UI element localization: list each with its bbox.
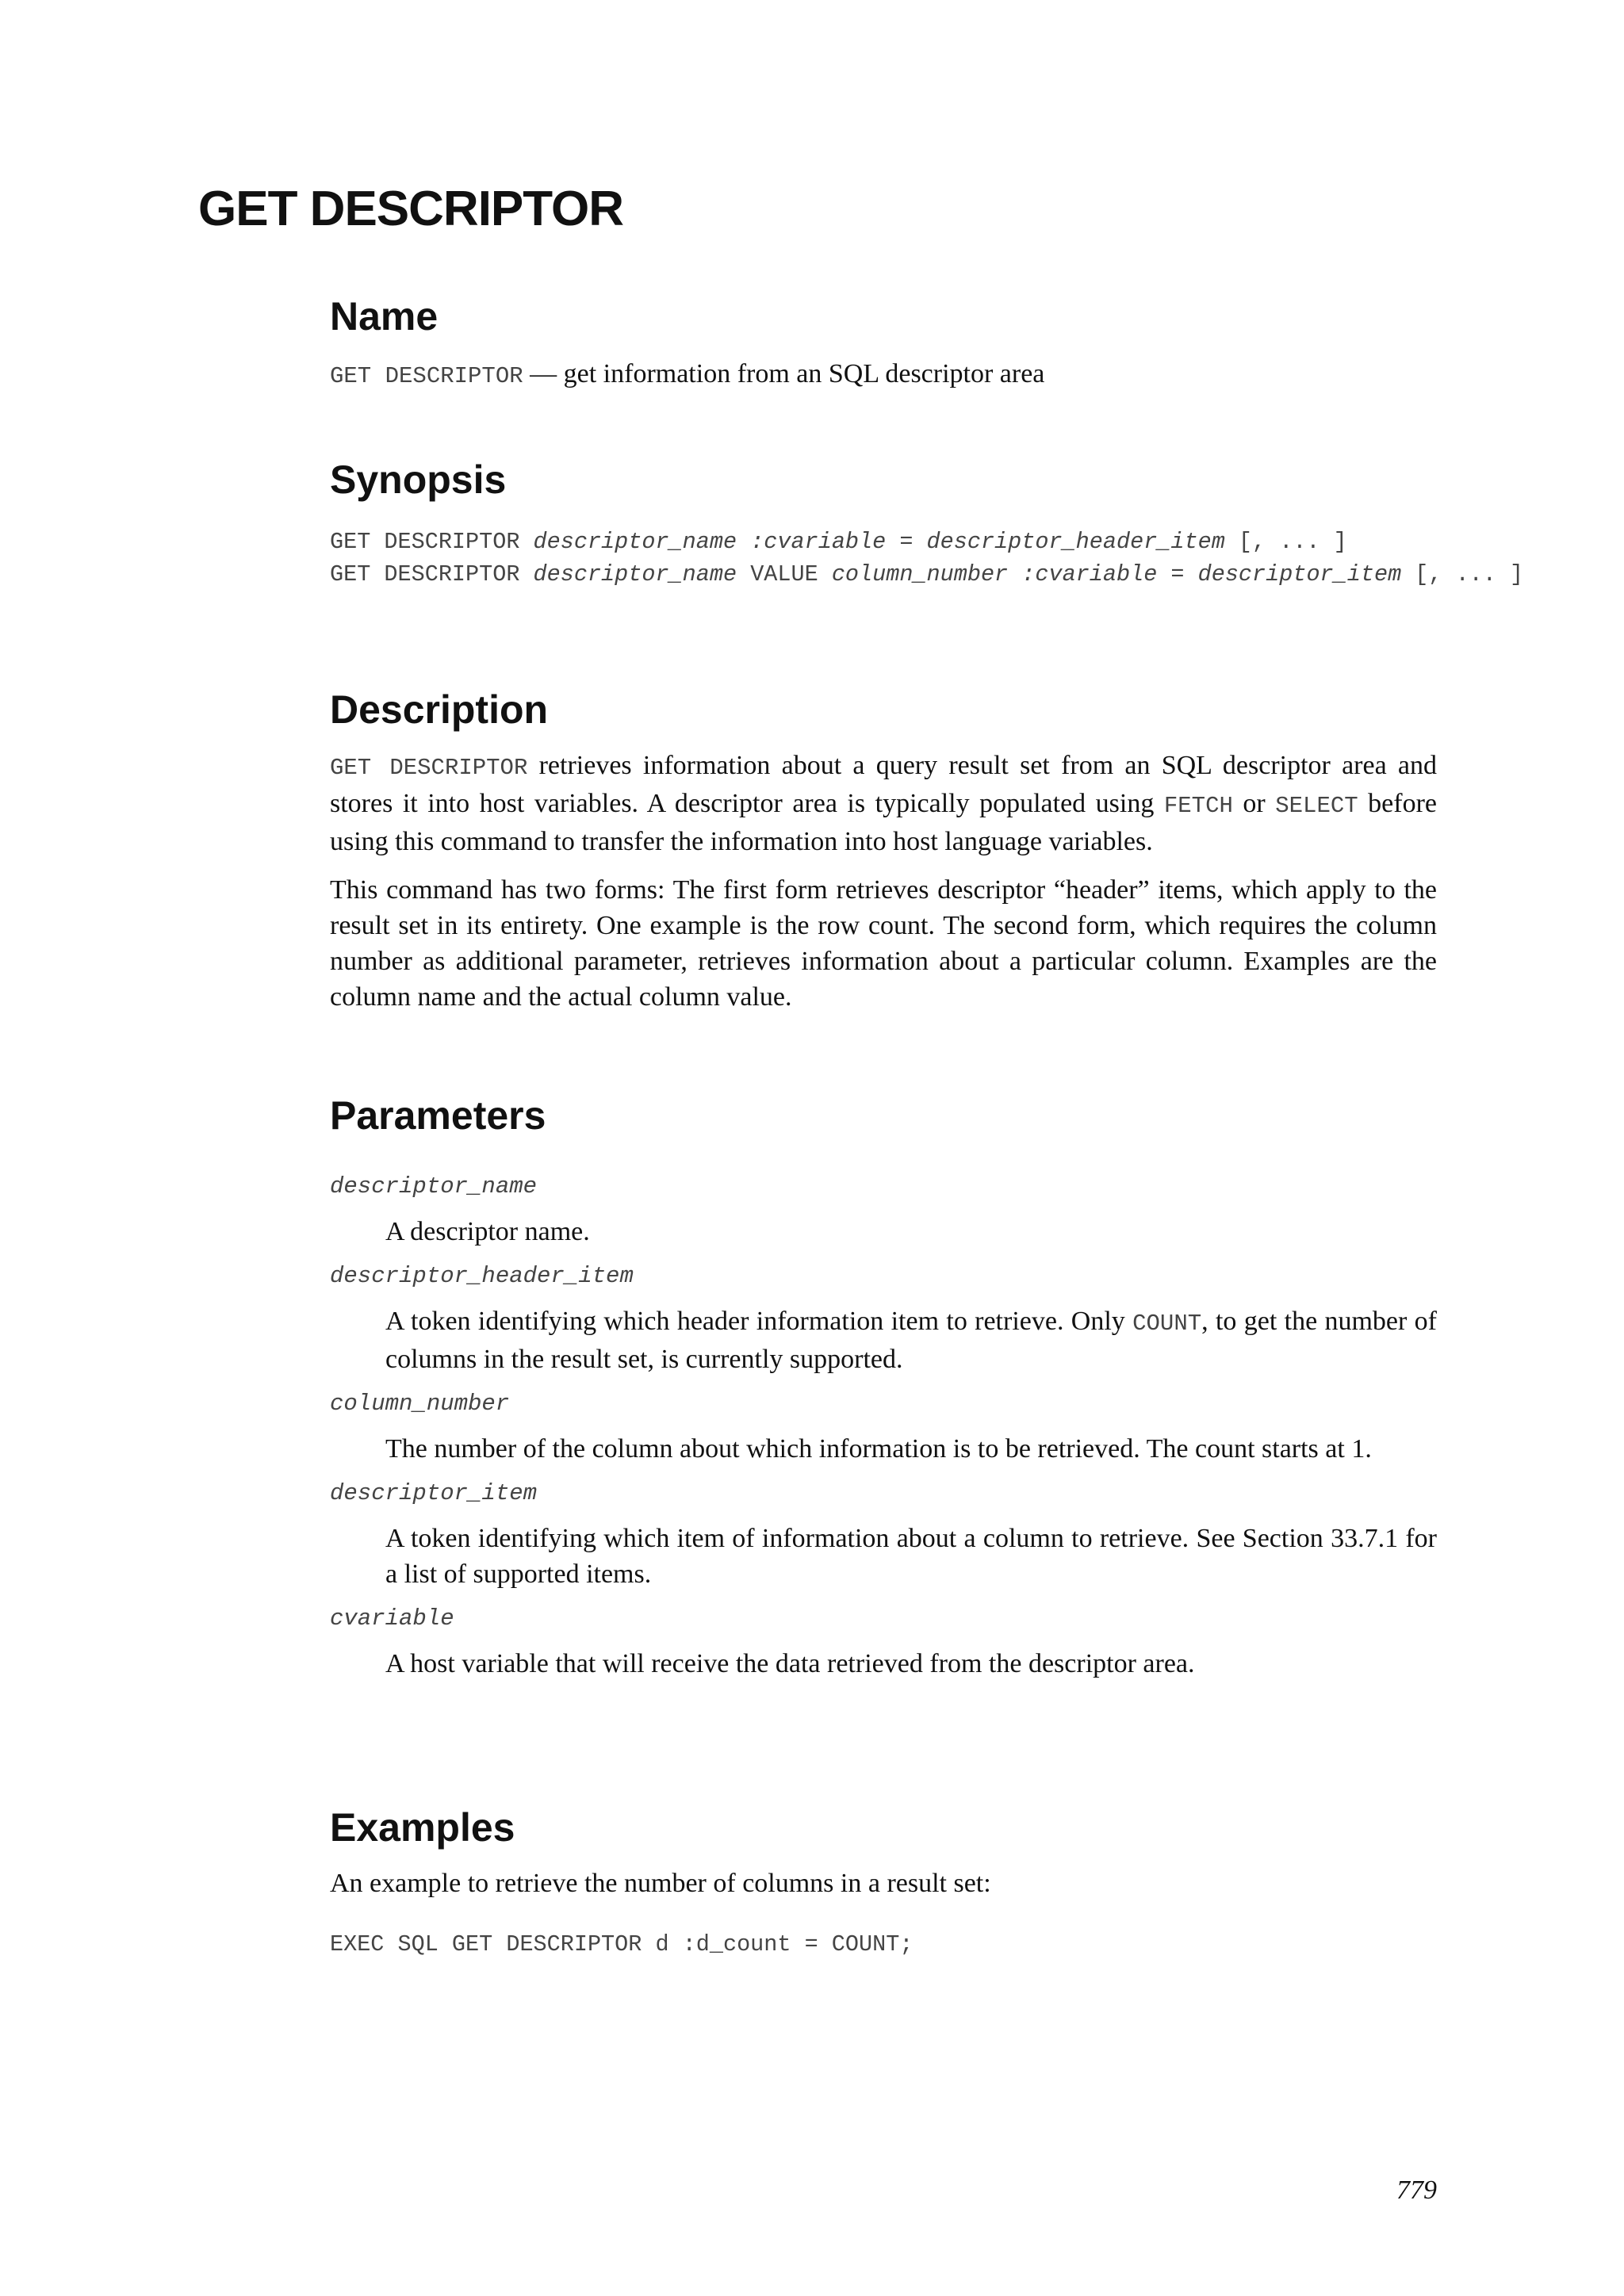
name-command: GET DESCRIPTOR — [330, 363, 523, 389]
param-term-descriptor-item: descriptor_item — [330, 1480, 538, 1506]
param-def-descriptor-item: A token identifying which item of information about a column to retrieve. See Section 33.7.1 for a list of supported items. — [385, 1524, 1437, 1589]
synopsis-line-1: GET DESCRIPTOR descriptor_name :cvariable = descriptor_header_item [, ... ] — [330, 529, 1347, 555]
example-code: EXEC SQL GET DESCRIPTOR d :d_count = COUNT; — [330, 1931, 914, 1957]
synopsis-section — [330, 458, 1624, 591]
examples-section — [330, 1806, 1437, 1961]
parameter-list — [330, 1171, 1437, 1682]
description-paragraph-2: This command has two forms: The first form retrieves descriptor “header” items, which apply to the result set in its entirety. One example is the row count. The second form, which requires the column number as additional parameter, retrieves information about a particular column. Examples are the column name and the actual column value. — [330, 875, 1437, 1012]
param-term-descriptor-name: descriptor_name — [330, 1173, 538, 1200]
parameters-heading: Parameters — [330, 1093, 546, 1138]
examples-intro: An example to retrieve the number of columns in a result set: — [330, 1869, 991, 1898]
name-heading: Name — [330, 294, 439, 339]
synopsis-line-2: GET DESCRIPTOR descriptor_name VALUE column_number :cvariable = descriptor_item [, ... ] — [330, 561, 1524, 587]
synopsis-code — [330, 526, 1624, 591]
param-def-column-number: The number of the column about which information is to be retrieved. The count starts at 1. — [385, 1434, 1372, 1464]
description-paragraph-1: GET DESCRIPTOR retrieves information about a query result set from an SQL descriptor area and stores it into host variables. A descriptor area is typically populated using FETCH or SELECT before using this command to transfer the information into host language variables. — [330, 751, 1438, 856]
parameters-section — [330, 1094, 1437, 1682]
name-description — [330, 356, 1437, 394]
description-section — [330, 688, 1437, 1015]
page-number: 779 — [1396, 2175, 1437, 2205]
param-term-cvariable: cvariable — [330, 1605, 454, 1632]
name-section — [330, 295, 1437, 394]
name-text: — get information from an SQL descriptor area — [523, 359, 1045, 388]
synopsis-heading: Synopsis — [330, 457, 507, 502]
examples-heading: Examples — [330, 1805, 515, 1850]
param-def-descriptor-name: A descriptor name. — [385, 1217, 590, 1246]
param-def-cvariable: A host variable that will receive the data retrieved from the descriptor area. — [385, 1649, 1195, 1678]
description-heading: Description — [330, 687, 549, 732]
param-term-descriptor-header-item: descriptor_header_item — [330, 1263, 634, 1289]
page-title: GET DESCRIPTOR — [198, 182, 624, 236]
param-term-column-number: column_number — [330, 1391, 510, 1417]
param-def-descriptor-header-item: A token identifying which header information item to retrieve. Only COUNT, to get the number of columns in the result set, is currently supported. — [385, 1307, 1437, 1374]
